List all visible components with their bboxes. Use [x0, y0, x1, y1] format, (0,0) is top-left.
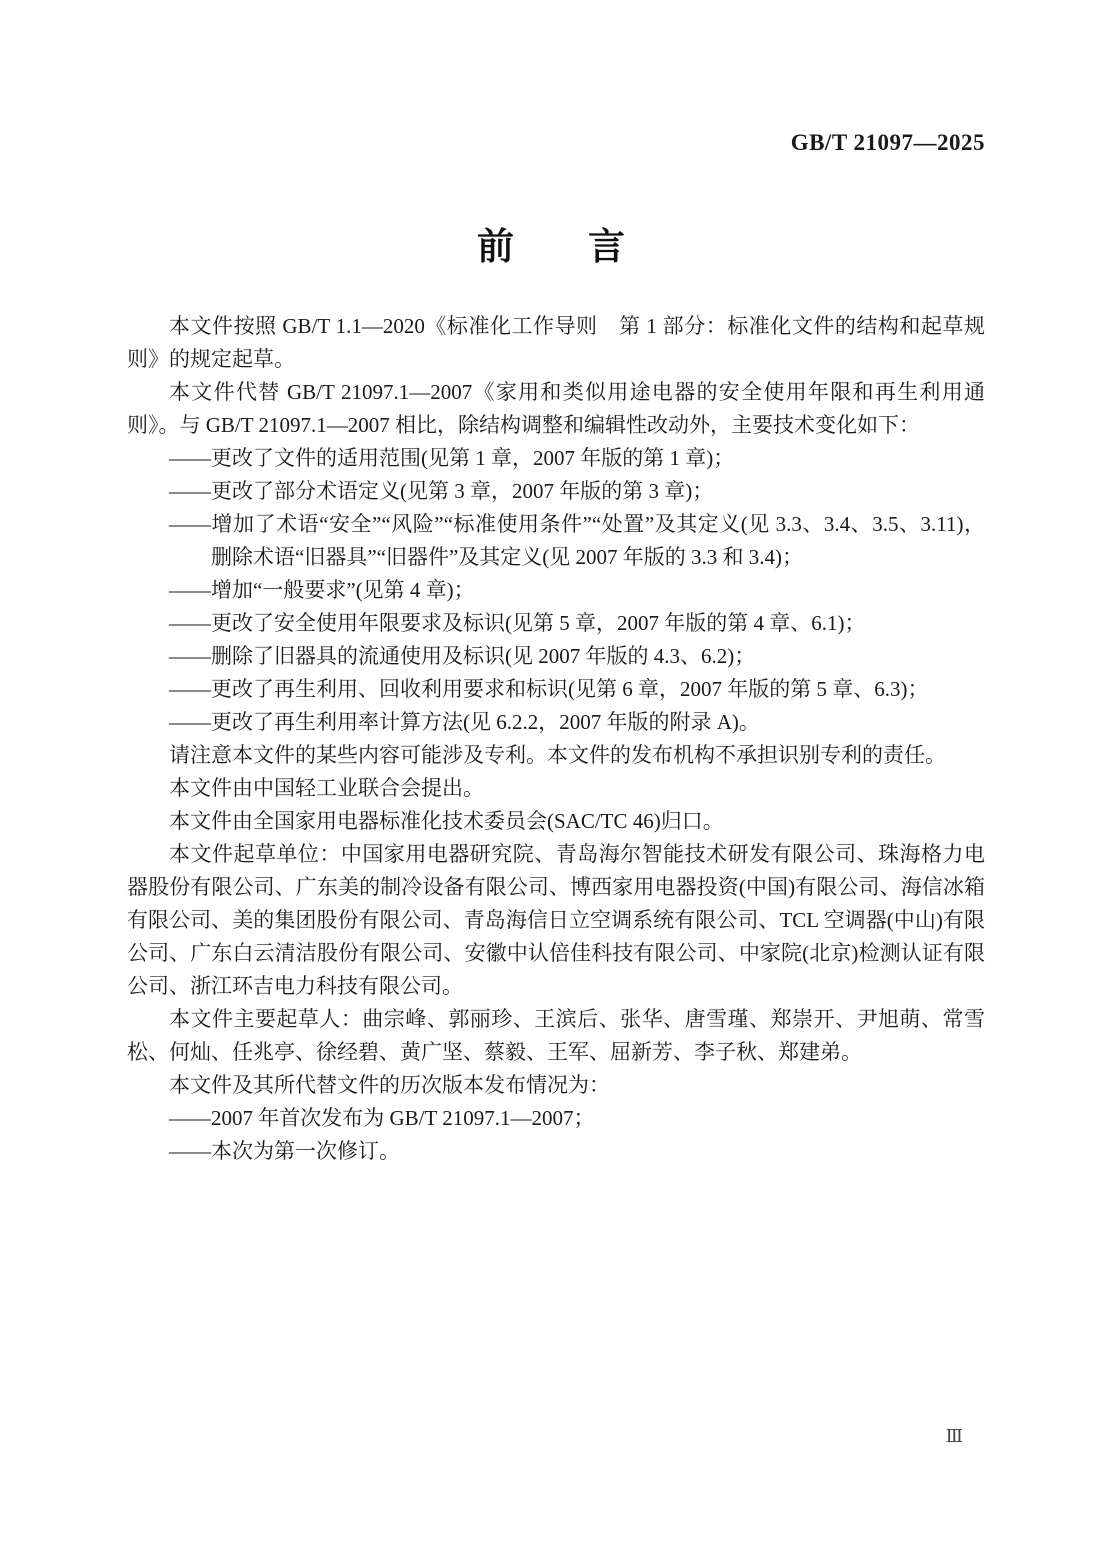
dash-list-item: ——删除了旧器具的流通使用及标识(见 2007 年版的 4.3、6.2)；: [169, 644, 756, 668]
dash-list-item: ——更改了安全使用年限要求及标识(见第 5 章，2007 年版的第 4 章、6.1)；: [169, 611, 866, 635]
paragraph: 本文件及其所代替文件的历次版本发布情况为：: [169, 1073, 610, 1097]
dash-list-item: ——增加“一般要求”(见第 4 章)；: [169, 578, 475, 602]
foreword-body: [127, 310, 985, 1168]
doc-number: GB/T 21097—2025: [790, 130, 985, 155]
dash-list-item: ——2007 年首次发布为 GB/T 21097.1—2007；: [169, 1106, 595, 1130]
dash-list-item: ——更改了文件的适用范围(见第 1 章，2007 年版的第 1 章)；: [169, 446, 735, 470]
paragraph: 请注意本文件的某些内容可能涉及专利。本文件的发布机构不承担识别专利的责任。: [169, 743, 946, 767]
dash-list-item: ——本次为第一次修订。: [169, 1139, 400, 1163]
page-title: 前 言: [477, 226, 625, 267]
dash-list-item: ——更改了再生利用率计算方法(见 6.2.2，2007 年版的附录 A)。: [169, 710, 760, 734]
paragraph: 本文件按照 GB/T 1.1—2020《标准化工作导则 第 1 部分：标准化文件的结构和起草规则》的规定起草。: [127, 314, 985, 371]
paragraph: 本文件代替 GB/T 21097.1—2007《家用和类似用途电器的安全使用年限和再生利用通则》。与 GB/T 21097.1—2007 相比，除结构调整和编辑性改动外，主要技术变化如下：: [127, 380, 985, 437]
dash-list-item: ——更改了再生利用、回收利用要求和标识(见第 6 章，2007 年版的第 5 章、6.3)；: [169, 677, 929, 701]
dash-list-item: ——增加了术语“安全”“风险”“标准使用条件”“处置”及其定义(见 3.3、3.4、3.5、3.11)，删除术语“旧器具”“旧器件”及其定义(见 2007 年版的 3.3 和 3.4)；: [169, 512, 985, 569]
doc-header: [127, 130, 985, 156]
dash-list-item: ——更改了部分术语定义(见第 3 章，2007 年版的第 3 章)；: [169, 479, 714, 503]
paragraph: 本文件由中国轻工业联合会提出。: [169, 776, 484, 800]
page-number: Ⅲ: [945, 1426, 963, 1446]
page-footer: [127, 1426, 985, 1447]
paragraph: 本文件起草单位：中国家用电器研究院、青岛海尔智能技术研发有限公司、珠海格力电器股份有限公司、广东美的制冷设备有限公司、博西家用电器投资(中国)有限公司、海信冰箱有限公司、美的集团股份有限公司、青岛海信日立空调系统有限公司、TCL 空调器(中山)有限公司、广东白云清洁股份有限公司、安徽中认倍佳科技有限公司、中家院(北京)检测认证有限公司、浙江环吉电力科技有限公司。: [127, 842, 985, 998]
paragraph: 本文件由全国家用电器标准化技术委员会(SAC/TC 46)归口。: [169, 809, 724, 833]
paragraph: 本文件主要起草人：曲宗峰、郭丽珍、王滨后、张华、唐雪瑾、郑崇开、尹旭萌、常雪松、何灿、任兆亭、徐经碧、黄广坚、蔡毅、王军、屈新芳、李子秋、郑建弟。: [127, 1007, 985, 1064]
